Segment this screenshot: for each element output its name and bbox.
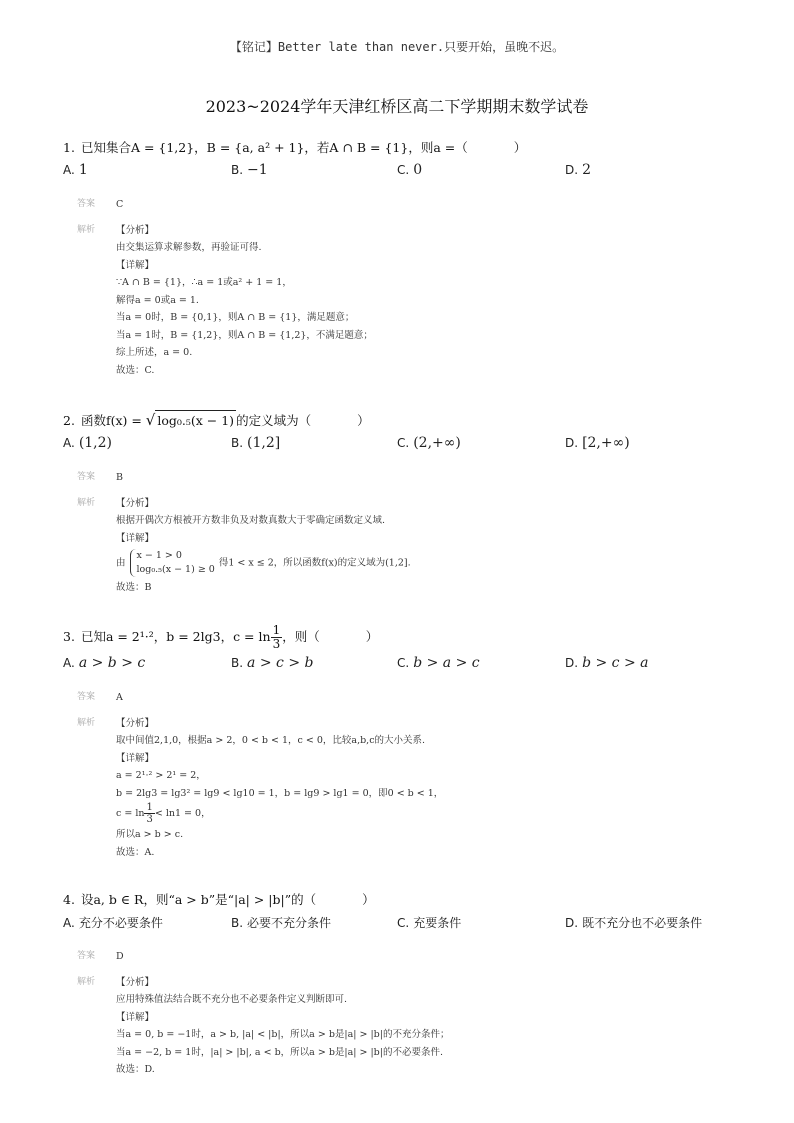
option-a[interactable] bbox=[63, 914, 163, 931]
analysis-line: 【分析】 bbox=[116, 224, 155, 236]
option-value: (2,+∞) bbox=[413, 435, 461, 451]
analysis-line: 综上所述，a = 0. bbox=[116, 347, 193, 358]
stem-text: 已知a = 2¹·²，b = 2lg3，c = ln bbox=[80, 629, 271, 644]
inequality-system bbox=[130, 549, 215, 577]
answer-value: D bbox=[116, 951, 124, 962]
option-label: B. bbox=[231, 656, 244, 670]
option-value: 2 bbox=[582, 162, 591, 178]
option-label: D. bbox=[565, 436, 579, 450]
option-label: D. bbox=[565, 163, 579, 177]
answer-row bbox=[63, 948, 743, 966]
question-number: 4. bbox=[63, 892, 75, 907]
analysis-body bbox=[116, 715, 743, 862]
option-a[interactable] bbox=[63, 162, 88, 178]
analysis-fraction bbox=[144, 802, 154, 825]
system-suffix: 得1 < x ≤ 2，所以函数f(x)的定义域为(1,2]. bbox=[218, 557, 411, 569]
option-value: (1,2) bbox=[78, 435, 113, 451]
stem-end: ） bbox=[357, 413, 370, 428]
answer-row bbox=[63, 689, 743, 707]
option-d[interactable] bbox=[565, 435, 630, 451]
stem-end: ） bbox=[513, 140, 527, 155]
analysis-line: 【详解】 bbox=[116, 752, 155, 764]
analysis-line: 故选：D. bbox=[116, 1064, 155, 1075]
analysis-line: 【分析】 bbox=[116, 497, 155, 509]
stem-fraction bbox=[271, 624, 283, 651]
system-line: x − 1 > 0 bbox=[136, 550, 182, 561]
option-b[interactable] bbox=[231, 162, 268, 178]
option-value: a > c > b bbox=[247, 655, 314, 671]
analysis-line: b = 2lg3 = lg3² = lg9 < lg10 = 1，b = lg9 > lg1 = 0，即0 < b < 1， bbox=[116, 787, 444, 799]
analysis-line: 当a = 0时，B = {0,1}，则A ∩ B = {1}，满足题意； bbox=[116, 312, 355, 323]
option-c[interactable] bbox=[397, 435, 461, 451]
analysis-line: 解得a = 0或a = 1. bbox=[116, 294, 199, 306]
option-d[interactable] bbox=[565, 914, 702, 931]
analysis-line: 根据开偶次方根被开方数非负及对数真数大于零确定函数定义域. bbox=[116, 515, 386, 526]
answer-key: 答案 bbox=[77, 199, 96, 209]
option-d[interactable] bbox=[565, 162, 591, 178]
analysis-line: a = 2¹·² > 2¹ = 2， bbox=[116, 770, 206, 781]
option-label: A. bbox=[63, 163, 75, 177]
stem-text: 设a, b ∈ R，则“a > b”是“|a| > |b|”的（ bbox=[80, 892, 317, 907]
analysis-line: 当a = 1时，B = {1,2}，则A ∩ B = {1,2}，不满足题意； bbox=[116, 329, 373, 341]
fraction-suffix: < ln1 = 0， bbox=[154, 808, 211, 819]
answer-row bbox=[63, 196, 743, 214]
option-label: B. bbox=[231, 436, 244, 450]
option-label: B. bbox=[231, 163, 244, 177]
option-b[interactable] bbox=[231, 435, 280, 451]
analysis-line: 由交集运算求解参数，再验证可得. bbox=[116, 242, 262, 253]
stem-text: 的定义域为（ bbox=[236, 413, 312, 428]
analysis-line: 【分析】 bbox=[116, 717, 155, 729]
question-stem bbox=[63, 890, 743, 910]
answer-row bbox=[63, 469, 743, 487]
analysis-row bbox=[63, 974, 743, 1079]
fraction-denominator: 3 bbox=[272, 637, 281, 651]
option-a[interactable] bbox=[63, 435, 112, 451]
option-value: 1 bbox=[78, 162, 88, 178]
analysis-line: 【详解】 bbox=[116, 1011, 155, 1023]
option-b[interactable] bbox=[231, 655, 313, 671]
analysis-line: 故选：A. bbox=[116, 846, 155, 858]
stem-text: 函数f(x) = bbox=[80, 413, 146, 428]
option-value: 充要条件 bbox=[413, 916, 462, 930]
page-title: 2023~2024学年天津红桥区高二下学期期末数学试卷 bbox=[205, 97, 589, 116]
analysis-body bbox=[116, 222, 743, 380]
analysis-line: 故选：B bbox=[116, 582, 152, 593]
motto-header: 【铭记】Better late than never.只要开始，虽晚不迟。 bbox=[229, 40, 565, 54]
stem-text: 已知集合A = {1,2}，B = {a, a² + 1}，若A ∩ B = {1}，则a =（ bbox=[80, 140, 468, 155]
question-number: 3. bbox=[63, 629, 75, 644]
analysis-key: 解析 bbox=[77, 717, 96, 728]
options bbox=[63, 162, 743, 184]
option-label: D. bbox=[565, 916, 579, 930]
option-value: b > a > c bbox=[413, 655, 480, 671]
analysis-line: 取中间值2,1,0，根据a > 2，0 < b < 1，c < 0，比较a,b,c的大小关系. bbox=[116, 735, 426, 746]
analysis-row bbox=[63, 495, 743, 597]
analysis-line: 【详解】 bbox=[116, 532, 155, 544]
option-value: 既不充分也不必要条件 bbox=[582, 916, 703, 930]
option-label: C. bbox=[397, 436, 410, 450]
answer-key: 答案 bbox=[77, 472, 96, 482]
option-label: D. bbox=[565, 656, 579, 670]
question-number: 1. bbox=[63, 140, 75, 155]
analysis-line: 故选：C. bbox=[116, 364, 155, 376]
stem-end: ） bbox=[365, 629, 379, 644]
option-label: A. bbox=[63, 436, 75, 450]
analysis-line: 【详解】 bbox=[116, 259, 155, 271]
option-label: C. bbox=[397, 163, 410, 177]
option-label: C. bbox=[397, 916, 410, 930]
option-value: b > c > a bbox=[582, 655, 649, 671]
analysis-body bbox=[116, 495, 743, 597]
system-prefix: 由 bbox=[116, 557, 126, 569]
question-1 bbox=[63, 138, 743, 379]
option-d[interactable] bbox=[565, 655, 648, 671]
option-value: 充分不必要条件 bbox=[78, 916, 163, 930]
answer-value: B bbox=[116, 472, 123, 483]
analysis-line: ∵A ∩ B = {1}，∴a = 1或a² + 1 = 1， bbox=[116, 277, 292, 288]
option-label: C. bbox=[397, 656, 410, 670]
option-c[interactable] bbox=[397, 914, 461, 931]
answer-value: A bbox=[116, 692, 123, 703]
analysis-line: 当a = −2, b = 1时，|a| > |b|, a < b，所以a > b是|a| > |b|的不必要条件. bbox=[116, 1046, 443, 1058]
question-number: 2. bbox=[63, 413, 75, 428]
question-3 bbox=[63, 624, 743, 861]
option-b[interactable] bbox=[231, 914, 331, 931]
option-value: −1 bbox=[247, 162, 268, 178]
option-c[interactable] bbox=[397, 655, 480, 671]
fraction-prefix: c = ln bbox=[116, 808, 145, 819]
answer-value: C bbox=[116, 199, 124, 210]
answer-key: 答案 bbox=[77, 951, 96, 961]
analysis-key: 解析 bbox=[77, 224, 96, 235]
analysis-line: 当a = 0, b = −1时，a > b, |a| < |b|，所以a > b是|a| > |b|的不充分条件； bbox=[116, 1029, 450, 1040]
sqrt-radicand: log₀.₅(x − 1) bbox=[155, 410, 236, 431]
option-value: (1,2] bbox=[247, 435, 281, 451]
analysis-key: 解析 bbox=[77, 497, 96, 508]
question-2 bbox=[63, 410, 743, 597]
answer-key: 答案 bbox=[77, 692, 96, 702]
options bbox=[63, 914, 743, 936]
question-4 bbox=[63, 890, 743, 1079]
analysis-line-system bbox=[116, 549, 743, 577]
fraction-denominator: 3 bbox=[146, 814, 153, 825]
option-label: A. bbox=[63, 656, 75, 670]
system-line: log₀.₅(x − 1) ≥ 0 bbox=[136, 564, 215, 575]
options bbox=[63, 655, 743, 677]
analysis-key: 解析 bbox=[77, 976, 96, 987]
stem-end: ） bbox=[362, 892, 375, 907]
option-value: 必要不充分条件 bbox=[247, 916, 332, 930]
stem-text: ，则（ bbox=[282, 629, 320, 644]
option-value: [2,+∞) bbox=[582, 435, 630, 451]
analysis-line: 所以a > b > c. bbox=[116, 829, 184, 840]
analysis-body bbox=[116, 974, 743, 1079]
analysis-line: 应用特殊值法结合既不充分也不必要条件定义判断即可. bbox=[116, 994, 348, 1005]
analysis-line-fraction bbox=[116, 802, 743, 826]
option-value: 0 bbox=[413, 162, 423, 178]
option-label: B. bbox=[231, 916, 244, 930]
option-a[interactable] bbox=[63, 655, 145, 671]
option-c[interactable] bbox=[397, 162, 422, 178]
question-stem bbox=[63, 624, 743, 651]
analysis-row bbox=[63, 222, 743, 380]
option-value: a > b > c bbox=[78, 655, 146, 671]
fraction-numerator: 1 bbox=[146, 802, 153, 813]
fraction-numerator: 1 bbox=[272, 623, 281, 637]
analysis-line: 【分析】 bbox=[116, 976, 155, 988]
question-stem: 2. 函数f(x) = √ log₀.₅(x − 1) 的定义域为（ ） bbox=[63, 411, 370, 429]
analysis-row bbox=[63, 715, 743, 862]
options bbox=[63, 435, 743, 457]
question-stem bbox=[63, 138, 743, 158]
option-label: A. bbox=[63, 916, 75, 930]
